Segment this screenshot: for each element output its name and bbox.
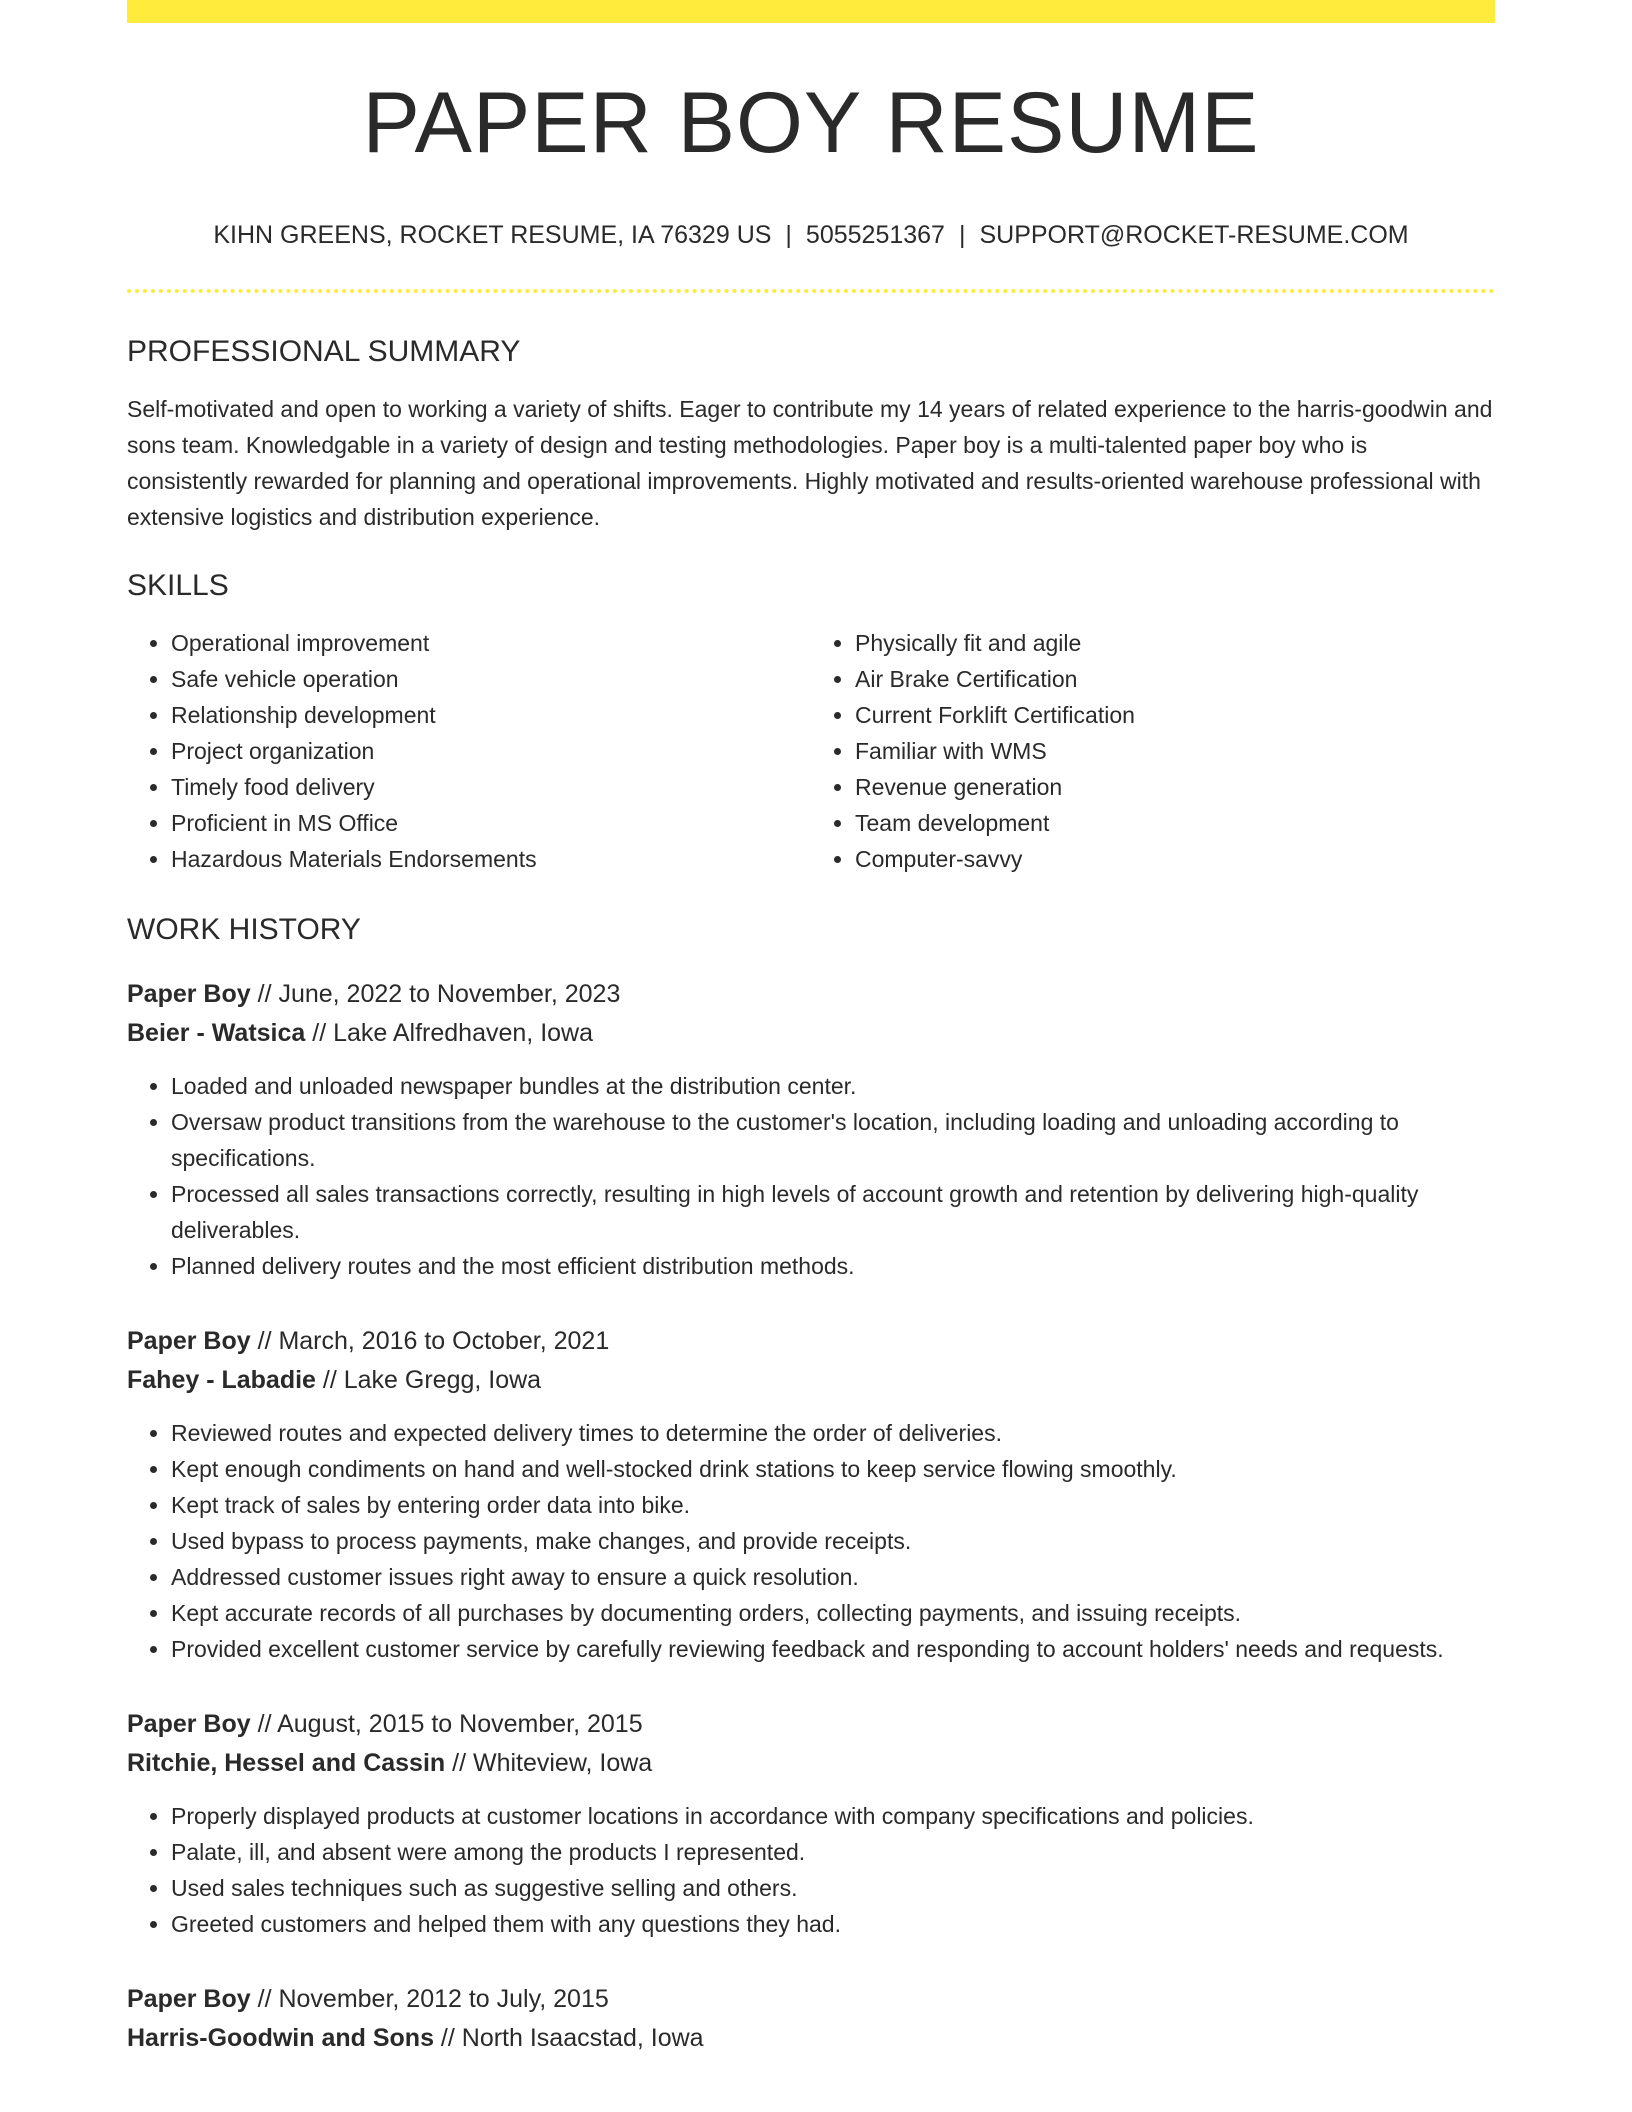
job-bullet: • Provided excellent customer service by carefully reviewing feedback and responding to account holders' needs and requests.: [171, 1631, 1495, 1667]
summary-heading: PROFESSIONAL SUMMARY: [127, 335, 521, 368]
job-entry: [127, 1980, 1495, 2058]
job-title: Paper Boy: [127, 1710, 251, 1738]
job-location: // Whiteview, Iowa: [445, 1749, 653, 1777]
job-entry: [127, 975, 1495, 1284]
skill-item: • Operational improvement: [171, 625, 811, 661]
job-title: Paper Boy: [127, 1985, 251, 2013]
job-bullet: • Oversaw product transitions from the warehouse to the customer's location, including loading and unloading according to specifications.: [171, 1104, 1495, 1176]
job-entry: [127, 1705, 1495, 1942]
job-bullet: • Loaded and unloaded newspaper bundles at the distribution center.: [171, 1068, 1495, 1104]
skills-heading: SKILLS: [127, 569, 229, 602]
job-title: Paper Boy: [127, 980, 251, 1008]
job-bullet: • Palate, ill, and absent were among the products I represented.: [171, 1834, 1495, 1870]
job-company-line: [127, 1744, 1495, 1783]
skills-list: [127, 625, 1495, 877]
job-bullet: • Kept enough condiments on hand and well-stocked drink stations to keep service flowing smoothly.: [171, 1451, 1495, 1487]
job-location: // Lake Alfredhaven, Iowa: [305, 1019, 593, 1047]
job-title-line: [127, 975, 1495, 1014]
contact-separator: |: [958, 221, 966, 249]
job-title-line: [127, 1322, 1495, 1361]
skill-item: • Current Forklift Certification: [855, 697, 1495, 733]
job-bullet: • Used bypass to process payments, make changes, and provide receipts.: [171, 1523, 1495, 1559]
job-bullet: • Properly displayed products at customer locations in accordance with company specifications and policies.: [171, 1798, 1495, 1834]
job-entry: [127, 1322, 1495, 1667]
job-company-line: [127, 1014, 1495, 1053]
job-bullets: [127, 1068, 1495, 1284]
resume-title: PAPER BOY RESUME: [362, 75, 1260, 171]
skill-item: • Hazardous Materials Endorsements: [171, 841, 811, 877]
job-company: Fahey - Labadie: [127, 1366, 316, 1394]
dotted-divider: [127, 289, 1495, 293]
skill-item: • Relationship development: [171, 697, 811, 733]
job-location: // Lake Gregg, Iowa: [315, 1366, 542, 1394]
job-bullets: [127, 1415, 1495, 1667]
job-dates: // June, 2022 to November, 2023: [250, 980, 621, 1008]
skill-item: • Team development: [855, 805, 1495, 841]
skill-item: • Computer-savvy: [855, 841, 1495, 877]
resume-page: [127, 0, 1495, 2058]
job-company-line: [127, 1361, 1495, 1400]
job-title-line: [127, 1980, 1495, 2019]
summary-text: Self-motivated and open to working a variety of shifts. Eager to contribute my 14 years of related experience to the harris-goodwin and sons team. Knowledgable in a variety of design and testing methodologies. Paper boy is a multi-talented paper boy who is consistently rewarded for planning and operational improvements. Highly motivated and results-oriented warehouse professional with extensive logistics and distribution experience.: [127, 396, 1493, 530]
job-company: Beier - Watsica: [127, 1019, 306, 1047]
skill-item: • Timely food delivery: [171, 769, 811, 805]
job-bullet: • Kept track of sales by entering order data into bike.: [171, 1487, 1495, 1523]
work-history-heading: WORK HISTORY: [127, 913, 361, 946]
job-dates: // November, 2012 to July, 2015: [250, 1985, 609, 2013]
job-location: // North Isaacstad, Iowa: [433, 2024, 704, 2052]
contact-address: KIHN GREENS, ROCKET RESUME, IA 76329 US: [213, 221, 772, 249]
skills-column-right: [811, 625, 1495, 877]
job-dates: // August, 2015 to November, 2015: [250, 1710, 643, 1738]
job-company: Ritchie, Hessel and Cassin: [127, 1749, 446, 1777]
job-bullet: • Reviewed routes and expected delivery times to determine the order of deliveries.: [171, 1415, 1495, 1451]
job-bullet: • Used sales techniques such as suggestive selling and others.: [171, 1870, 1495, 1906]
job-company: Harris-Goodwin and Sons: [127, 2024, 434, 2052]
top-accent-bar: [127, 0, 1495, 23]
job-bullet: • Processed all sales transactions correctly, resulting in high levels of account growth and retention by delivering high-quality deliverables.: [171, 1176, 1495, 1248]
contact-line: [127, 223, 1495, 248]
skill-item: • Physically fit and agile: [855, 625, 1495, 661]
job-company-line: [127, 2019, 1495, 2058]
job-bullet: • Addressed customer issues right away to ensure a quick resolution.: [171, 1559, 1495, 1595]
job-dates: // March, 2016 to October, 2021: [250, 1327, 610, 1355]
skill-item: • Proficient in MS Office: [171, 805, 811, 841]
skills-column-left: [127, 625, 811, 877]
job-title: Paper Boy: [127, 1327, 251, 1355]
job-bullet: • Kept accurate records of all purchases by documenting orders, collecting payments, and issuing receipts.: [171, 1595, 1495, 1631]
job-bullets: [127, 1798, 1495, 1942]
job-bullet: • Greeted customers and helped them with any questions they had.: [171, 1906, 1495, 1942]
job-bullet: • Planned delivery routes and the most efficient distribution methods.: [171, 1248, 1495, 1284]
contact-separator: |: [785, 221, 792, 249]
skill-item: • Familiar with WMS: [855, 733, 1495, 769]
contact-email: SUPPORT@ROCKET-RESUME.COM: [979, 221, 1409, 249]
skill-item: • Project organization: [171, 733, 811, 769]
job-title-line: [127, 1705, 1495, 1744]
skill-item: • Air Brake Certification: [855, 661, 1495, 697]
contact-phone: 5055251367: [805, 221, 945, 249]
skill-item: • Revenue generation: [855, 769, 1495, 805]
skill-item: • Safe vehicle operation: [171, 661, 811, 697]
